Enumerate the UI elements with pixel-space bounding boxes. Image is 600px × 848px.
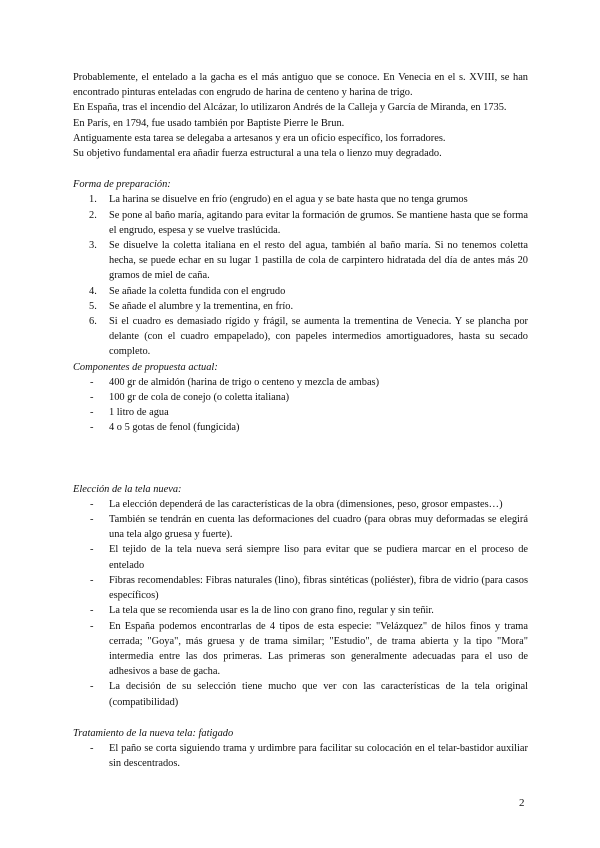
step-text: Se añade la coletta fundida con el engrudo <box>109 285 286 297</box>
dash-marker: - <box>90 498 94 510</box>
list-item <box>73 405 528 420</box>
intro-paragraph: Probablemente, el entelado a la gacha es el más antiguo que se conoce. En Venecia en el s. XVIII, se han encontrado pinturas enteladas con engrudo de harina de centeno y harina de trigo. <box>73 72 528 99</box>
list-item-text: También se tendrán en cuenta las deformaciones del cuadro (para obras muy deformadas se elegirá una tela algo gruesa y fuerte). <box>109 514 528 541</box>
intro-paragraph: Su objetivo fundamental era añadir fuerza estructural a una tela o lienzo muy degradado. <box>73 148 442 160</box>
list-item <box>73 238 528 284</box>
dash-marker: - <box>90 681 94 693</box>
components-heading: Componentes de propuesta actual: <box>73 361 218 373</box>
list-item-text: 100 gr de cola de conejo (o coletta italiana) <box>109 392 290 404</box>
list-item <box>73 390 528 405</box>
dash-marker: - <box>90 376 94 388</box>
document-body <box>73 70 528 771</box>
list-item-text: La elección dependerá de las características de la obra (dimensiones, peso, grosor empastes…) <box>109 498 503 510</box>
list-item-text: 1 litro de agua <box>109 407 169 419</box>
intro-paragraph: En España, tras el incendio del Alcázar, lo utilizaron Andrés de la Calleja y García de Miranda, en 1735. <box>73 102 507 114</box>
list-item <box>73 284 528 299</box>
step-number: 3. <box>89 240 97 252</box>
election-heading: Elección de la tela nueva: <box>73 483 182 495</box>
list-item <box>73 512 528 542</box>
preparation-steps <box>73 192 528 359</box>
intro-paragraph: Antiguamente esta tarea se delegaba a artesanos y era un oficio específico, los forradores. <box>73 132 446 144</box>
treatment-list <box>73 741 528 771</box>
list-item <box>73 375 528 390</box>
list-item-text: La decisión de su selección tiene mucho que ver con las características de la tela original (compatibilidad) <box>109 681 528 708</box>
dash-marker: - <box>90 514 94 526</box>
dash-marker: - <box>90 605 94 617</box>
list-item-text: Fibras recomendables: Fibras naturales (lino), fibras sintéticas (poliéster), fibra de vidrio (para casos específicos) <box>109 574 528 602</box>
dash-marker: - <box>90 392 94 404</box>
list-item-text: 4 o 5 gotas de fenol (fungicida) <box>109 422 240 434</box>
dash-marker: - <box>90 422 94 434</box>
list-item <box>73 497 528 512</box>
dash-marker: - <box>90 620 94 632</box>
step-text: Se añade el alumbre y la trementina, en frío. <box>109 300 294 312</box>
intro-paragraph: En París, en 1794, fue usado también por Baptiste Pierre le Brun. <box>73 117 345 129</box>
list-item <box>73 542 528 572</box>
list-item <box>73 208 528 238</box>
list-item <box>73 619 528 680</box>
list-item <box>73 420 528 435</box>
step-number: 2. <box>89 209 97 221</box>
treatment-heading: Tratamiento de la nueva tela: fatigado <box>73 727 234 739</box>
step-text: Se disuelve la coletta italiana en el resto del agua, también al baño maría. Si no tenemos coletta hecha, se puede echar en su lugar 1 pastilla de cola de carpintero hidratada del día de antes más 20 gramos de miel de caña. <box>109 240 528 282</box>
step-text: Si el cuadro es demasiado rígido y frágil, se aumenta la trementina de Venecia. Y se plancha por delante (con el cuadro empapelado), con papeles intermedios amortiguadores, hasta su secado completo. <box>109 316 528 358</box>
list-item-text: El tejido de la tela nueva será siempre liso para evitar que se pudiera marcar en el proceso de entelado <box>109 544 528 571</box>
list-item <box>73 679 528 709</box>
step-number: 1. <box>89 194 97 206</box>
dash-marker: - <box>90 574 94 586</box>
step-number: 5. <box>89 300 97 312</box>
list-item-text: La tela que se recomienda usar es la de lino con grano fino, regular y sin teñir. <box>109 605 434 617</box>
dash-marker: - <box>90 544 94 556</box>
election-list <box>73 497 528 710</box>
step-number: 4. <box>89 285 97 297</box>
dash-marker: - <box>90 407 94 419</box>
page-number: 2 <box>519 797 525 809</box>
list-item <box>73 192 528 207</box>
list-item <box>73 314 528 360</box>
components-list <box>73 375 528 436</box>
list-item-text: 400 gr de almidón (harina de trigo o centeno y mezcla de ambas) <box>109 376 380 388</box>
list-item-text: En España podemos encontrarlas de 4 tipos de esta especie: "Velázquez" de hilos finos y trama cerrada; "Goya", más gruesa y de trama similar; "Estudio", de trama abierta y la tipo "Mora" intermedia entre las dos primeras. Las primeras son generalmente adecuadas para el uso de adhesivos a base de gacha. <box>109 620 528 678</box>
list-item <box>73 573 528 603</box>
list-item <box>73 741 528 771</box>
preparation-heading: Forma de preparación: <box>73 179 171 191</box>
dash-marker: - <box>90 742 94 754</box>
step-text: Se pone al baño maría, agitando para evitar la formación de grumos. Se mantiene hasta que se forma el engrudo, espesa y se vuelve traslúcida. <box>109 209 528 236</box>
list-item-text: El paño se corta siguiendo trama y urdimbre para facilitar su colocación en el telar-bastidor auxiliar sin descentrados. <box>109 742 528 770</box>
list-item <box>73 299 528 314</box>
step-text: La harina se disuelve en frío (engrudo) en el agua y se bate hasta que no tenga grumos <box>109 194 468 206</box>
list-item <box>73 603 528 618</box>
step-number: 6. <box>89 316 97 328</box>
